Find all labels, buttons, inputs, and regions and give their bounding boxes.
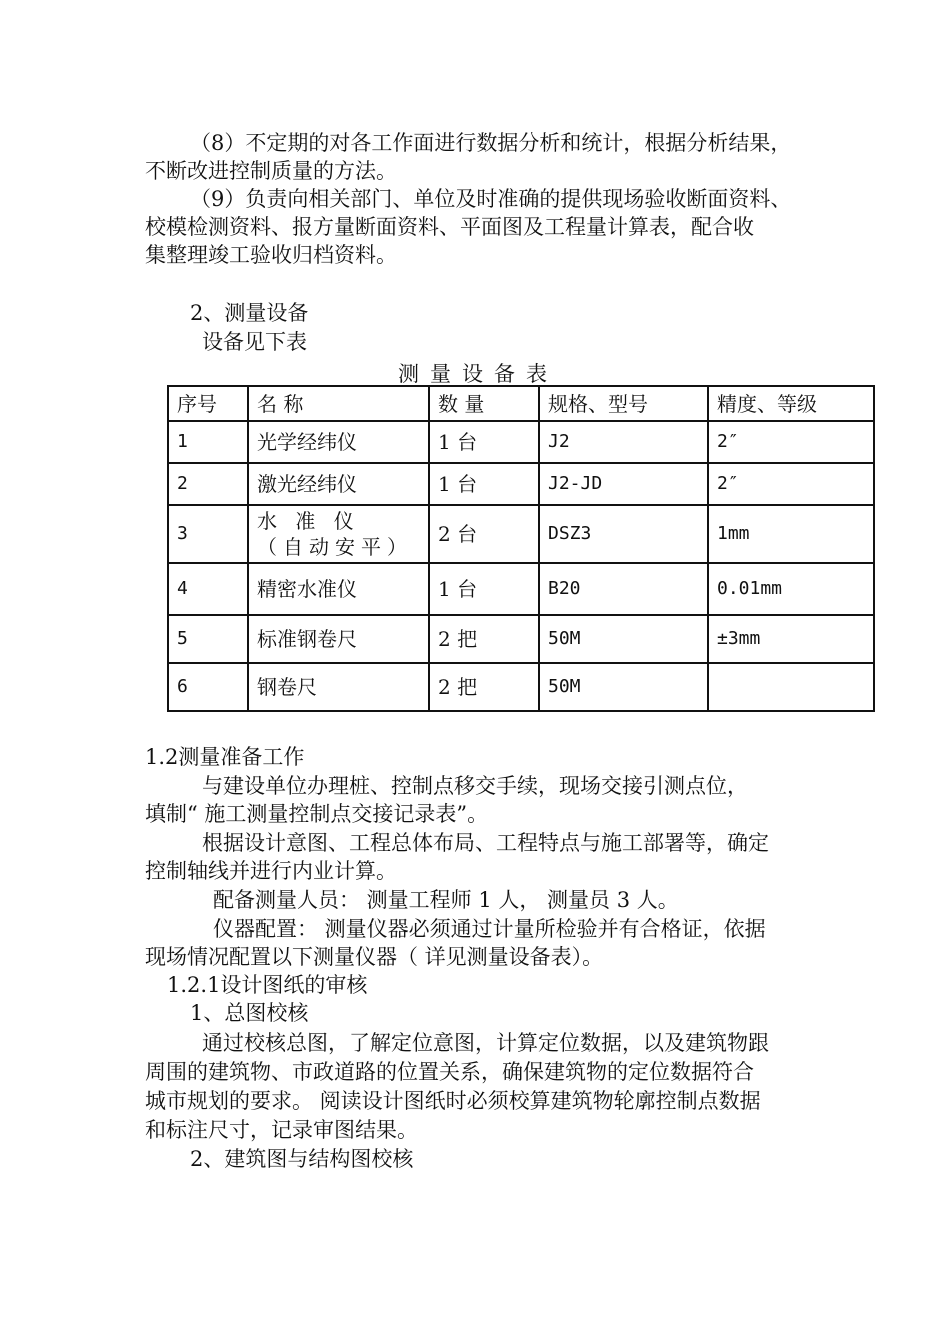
- header-cell: 序号: [168, 386, 248, 421]
- table-cell: 1 台: [429, 463, 539, 505]
- item-8-line-2: 不断改进控制质量的方法。: [145, 159, 397, 183]
- section-1-2-p3: 配备测量人员： 测量工程师 1 人， 测量员 3 人。: [213, 888, 679, 912]
- table-cell: J2-JD: [539, 463, 708, 505]
- section-1-2-p4-line-2: 现场情况配置以下测量仪器（ 详见测量设备表）。: [145, 945, 604, 969]
- table-cell: 2 台: [429, 505, 539, 563]
- table-cell: 3: [168, 505, 248, 563]
- table-cell: B20: [539, 563, 708, 615]
- section-1-2-p1-line-1: 与建设单位办理桩、控制点移交手续，现场交接引测点位，: [202, 774, 748, 798]
- table-row: [168, 663, 874, 711]
- table-cell: 2: [168, 463, 248, 505]
- item-9-line-3: 集整理竣工验收归档资料。: [145, 243, 397, 267]
- table-cell: 光学经纬仪: [248, 421, 429, 463]
- table-cell: 50M: [539, 615, 708, 663]
- table-row: [168, 505, 874, 563]
- item-9-line-2: 校模检测资料、报方量断面资料、平面图及工程量计算表，配合收: [145, 215, 754, 239]
- table-cell: 0.01mm: [708, 563, 874, 615]
- section-1-2-p2-line-2: 控制轴线并进行内业计算。: [145, 859, 397, 883]
- section-1-2-p2-line-1: 根据设计意图、工程总体布局、工程特点与施工部署等，确定: [202, 831, 769, 855]
- header-cell: 数 量: [429, 386, 539, 421]
- section-1-2-1-heading: 1.2.1设计图纸的审核: [167, 973, 368, 997]
- section-1-2-1-p1-line-1: 通过校核总图，了解定位意图，计算定位数据，以及建筑物跟: [202, 1031, 769, 1055]
- table-row: [168, 421, 874, 463]
- table-caption: 测量设备表: [398, 362, 558, 386]
- section-2-subheading: 设备见下表: [202, 330, 307, 354]
- header-cell: 精度、等级: [708, 386, 874, 421]
- table-cell: 50M: [539, 663, 708, 711]
- item-8-line-1: （8）不定期的对各工作面进行数据分析和统计，根据分析结果，: [190, 131, 792, 155]
- section-1-2-p4-line-1: 仪器配置： 测量仪器必须通过计量所检验并有合格证，依据: [213, 917, 766, 941]
- table-cell: 2″: [708, 463, 874, 505]
- table-cell: 4: [168, 563, 248, 615]
- section-2-heading: 2、测量设备: [190, 301, 309, 325]
- section-1-2-p1-line-2: 填制“ 施工测量控制点交接记录表”。: [145, 802, 489, 826]
- header-cell: 规格、型号: [539, 386, 708, 421]
- item-9-line-1: （9）负责向相关部门、单位及时准确的提供现场验收断面资料、: [190, 187, 792, 211]
- table-cell: 1 台: [429, 421, 539, 463]
- section-1-2-1-p1-line-4: 和标注尺寸，记录审图结果。: [145, 1118, 418, 1142]
- table-cell: 2 把: [429, 663, 539, 711]
- table-cell: DSZ3: [539, 505, 708, 563]
- table-cell: 1 台: [429, 563, 539, 615]
- header-cell: 名 称: [248, 386, 429, 421]
- section-1-2-1-item2-heading: 2、建筑图与结构图校核: [190, 1147, 414, 1171]
- table-cell: 5: [168, 615, 248, 663]
- table-cell: 1: [168, 421, 248, 463]
- section-1-2-heading: 1.2测量准备工作: [145, 745, 305, 769]
- table-cell: 钢卷尺: [248, 663, 429, 711]
- table-row: [168, 615, 874, 663]
- table-cell: 6: [168, 663, 248, 711]
- section-1-2-1-p1-line-2: 周围的建筑物、市政道路的位置关系，确保建筑物的定位数据符合: [145, 1060, 754, 1084]
- table-header-row: [168, 386, 874, 421]
- section-1-2-1-item1-heading: 1、总图校核: [190, 1001, 309, 1025]
- table-cell: 精密水准仪: [248, 563, 429, 615]
- table-row: [168, 463, 874, 505]
- section-1-2-1-p1-line-3: 城市规划的要求。 阅读设计图纸时必须校算建筑物轮廓控制点数据: [145, 1089, 761, 1113]
- table-cell: ±3mm: [708, 615, 874, 663]
- table-cell: 标准钢卷尺: [248, 615, 429, 663]
- table-cell: J2: [539, 421, 708, 463]
- table-row: [168, 563, 874, 615]
- equipment-table: [167, 385, 875, 712]
- table-cell: [708, 663, 874, 711]
- table-cell: 水 准 仪 （自动安平）: [248, 505, 429, 563]
- table-cell: 激光经纬仪: [248, 463, 429, 505]
- table-cell: 1mm: [708, 505, 874, 563]
- table-cell: 2 把: [429, 615, 539, 663]
- table-cell: 2″: [708, 421, 874, 463]
